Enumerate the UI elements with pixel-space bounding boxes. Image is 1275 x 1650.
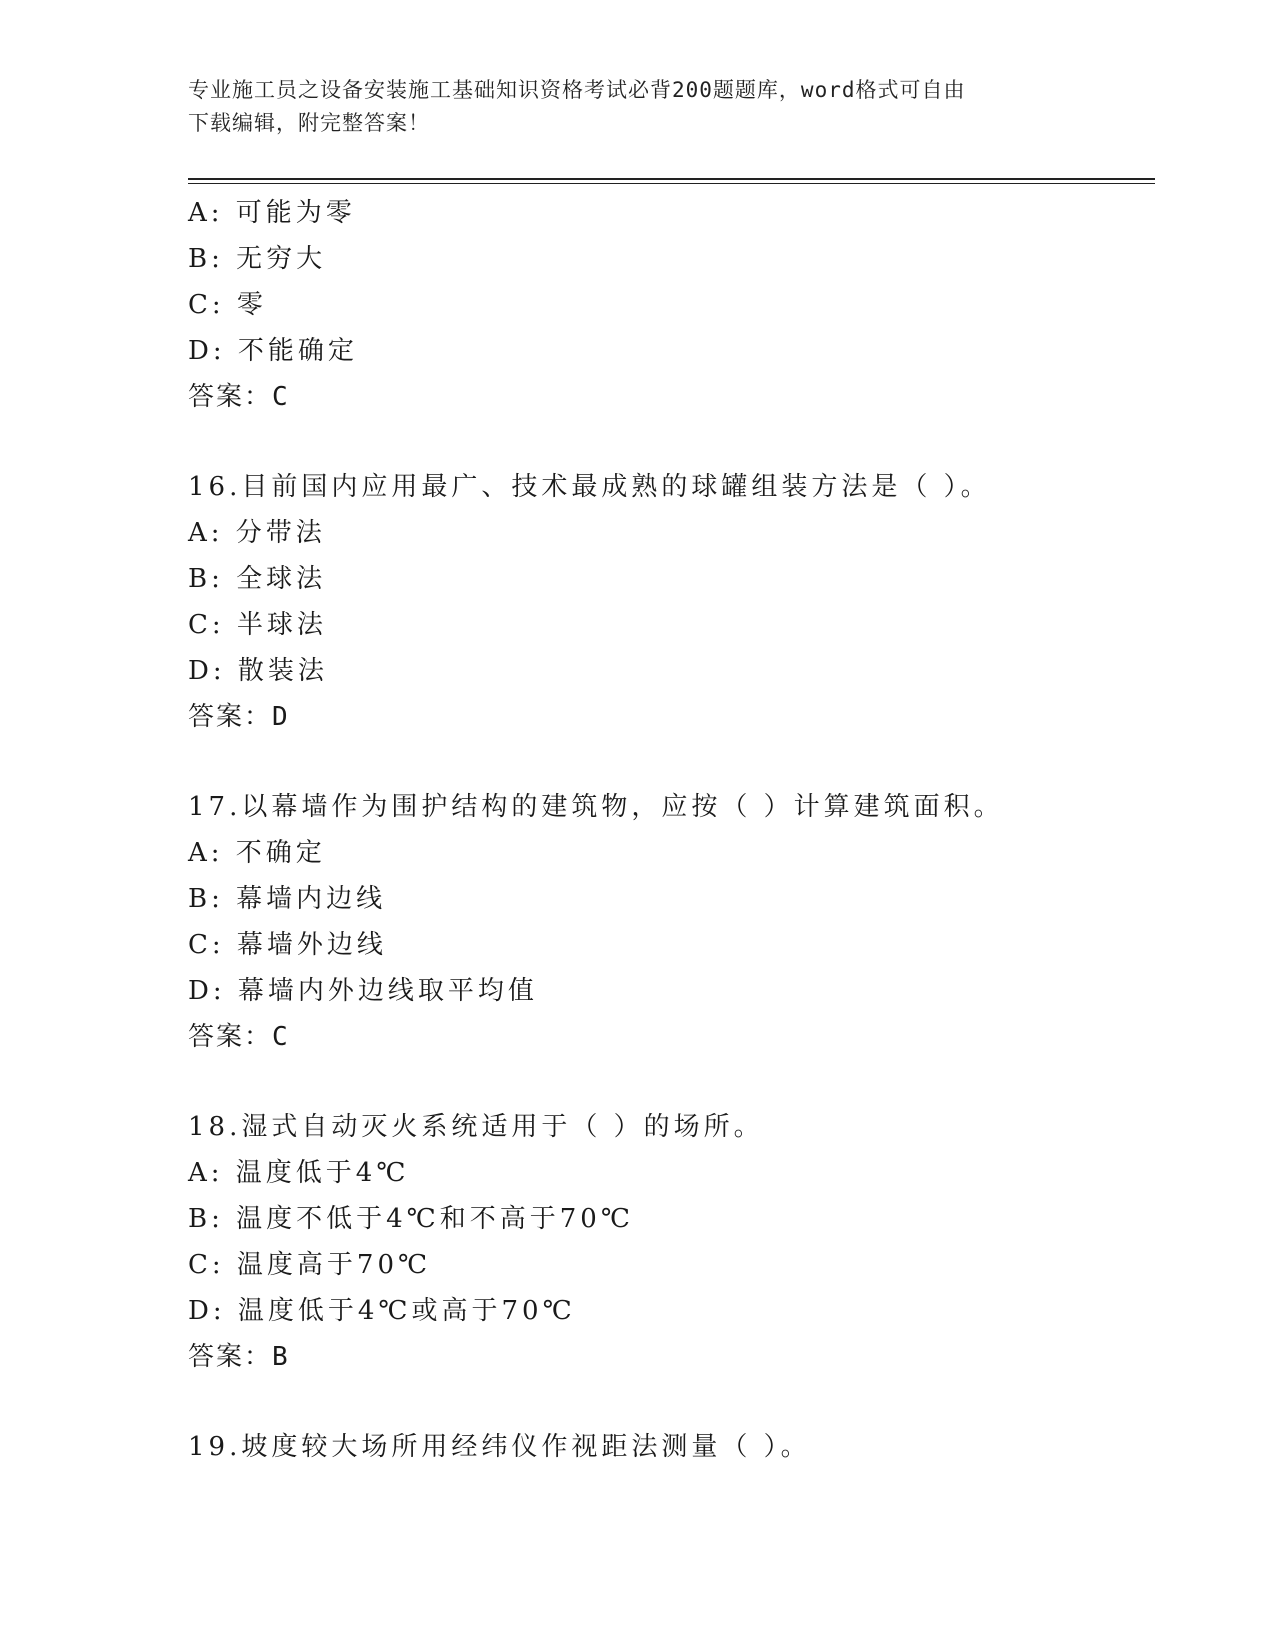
document-header xyxy=(188,74,1068,140)
option-d: D: 幕墙内外边线取平均值 xyxy=(188,976,538,1006)
header-divider xyxy=(188,178,1155,184)
question-stem: 16.目前国内应用最广、技术最成熟的球罐组装方法是（ ）。 xyxy=(188,472,991,502)
answer-line: 答案：C xyxy=(188,382,290,412)
question-18 xyxy=(188,1104,1148,1380)
option-b: B: 无穷大 xyxy=(188,244,327,274)
option-c: C: 零 xyxy=(188,290,267,320)
option-c: C: 幕墙外边线 xyxy=(188,930,387,960)
option-a: A: 温度低于4℃ xyxy=(188,1158,410,1188)
question-16 xyxy=(188,464,1148,740)
question-list xyxy=(188,190,1148,1470)
option-b: B: 全球法 xyxy=(188,564,327,594)
option-c: C: 半球法 xyxy=(188,610,327,640)
answer-line: 答案：D xyxy=(188,702,290,732)
option-d: D: 不能确定 xyxy=(188,336,358,366)
question-stem: 17.以幕墙作为围护结构的建筑物，应按（ ）计算建筑面积。 xyxy=(188,792,1004,822)
question-stem: 18.湿式自动灭火系统适用于（ ）的场所。 xyxy=(188,1112,764,1142)
option-a: A: 分带法 xyxy=(188,518,326,548)
answer-line: 答案：C xyxy=(188,1022,290,1052)
option-b: B: 温度不低于4℃和不高于70℃ xyxy=(188,1204,634,1234)
question-15-continued xyxy=(188,190,1148,420)
header-title-line-2: 下载编辑，附完整答案！ xyxy=(188,111,430,135)
answer-line: 答案：B xyxy=(188,1342,290,1372)
option-c: C: 温度高于70℃ xyxy=(188,1250,432,1280)
option-b: B: 幕墙内边线 xyxy=(188,884,387,914)
question-19 xyxy=(188,1424,1148,1470)
option-a: A: 不确定 xyxy=(188,838,326,868)
option-a: A: 可能为零 xyxy=(188,198,356,228)
question-17 xyxy=(188,784,1148,1060)
header-title-line-1: 专业施工员之设备安装施工基础知识资格考试必背200题题库，word格式可自由 xyxy=(188,78,966,102)
option-d: D: 温度低于4℃或高于70℃ xyxy=(188,1296,576,1326)
question-stem: 19.坡度较大场所用经纬仪作视距法测量（ ）。 xyxy=(188,1432,811,1462)
option-d: D: 散装法 xyxy=(188,656,328,686)
